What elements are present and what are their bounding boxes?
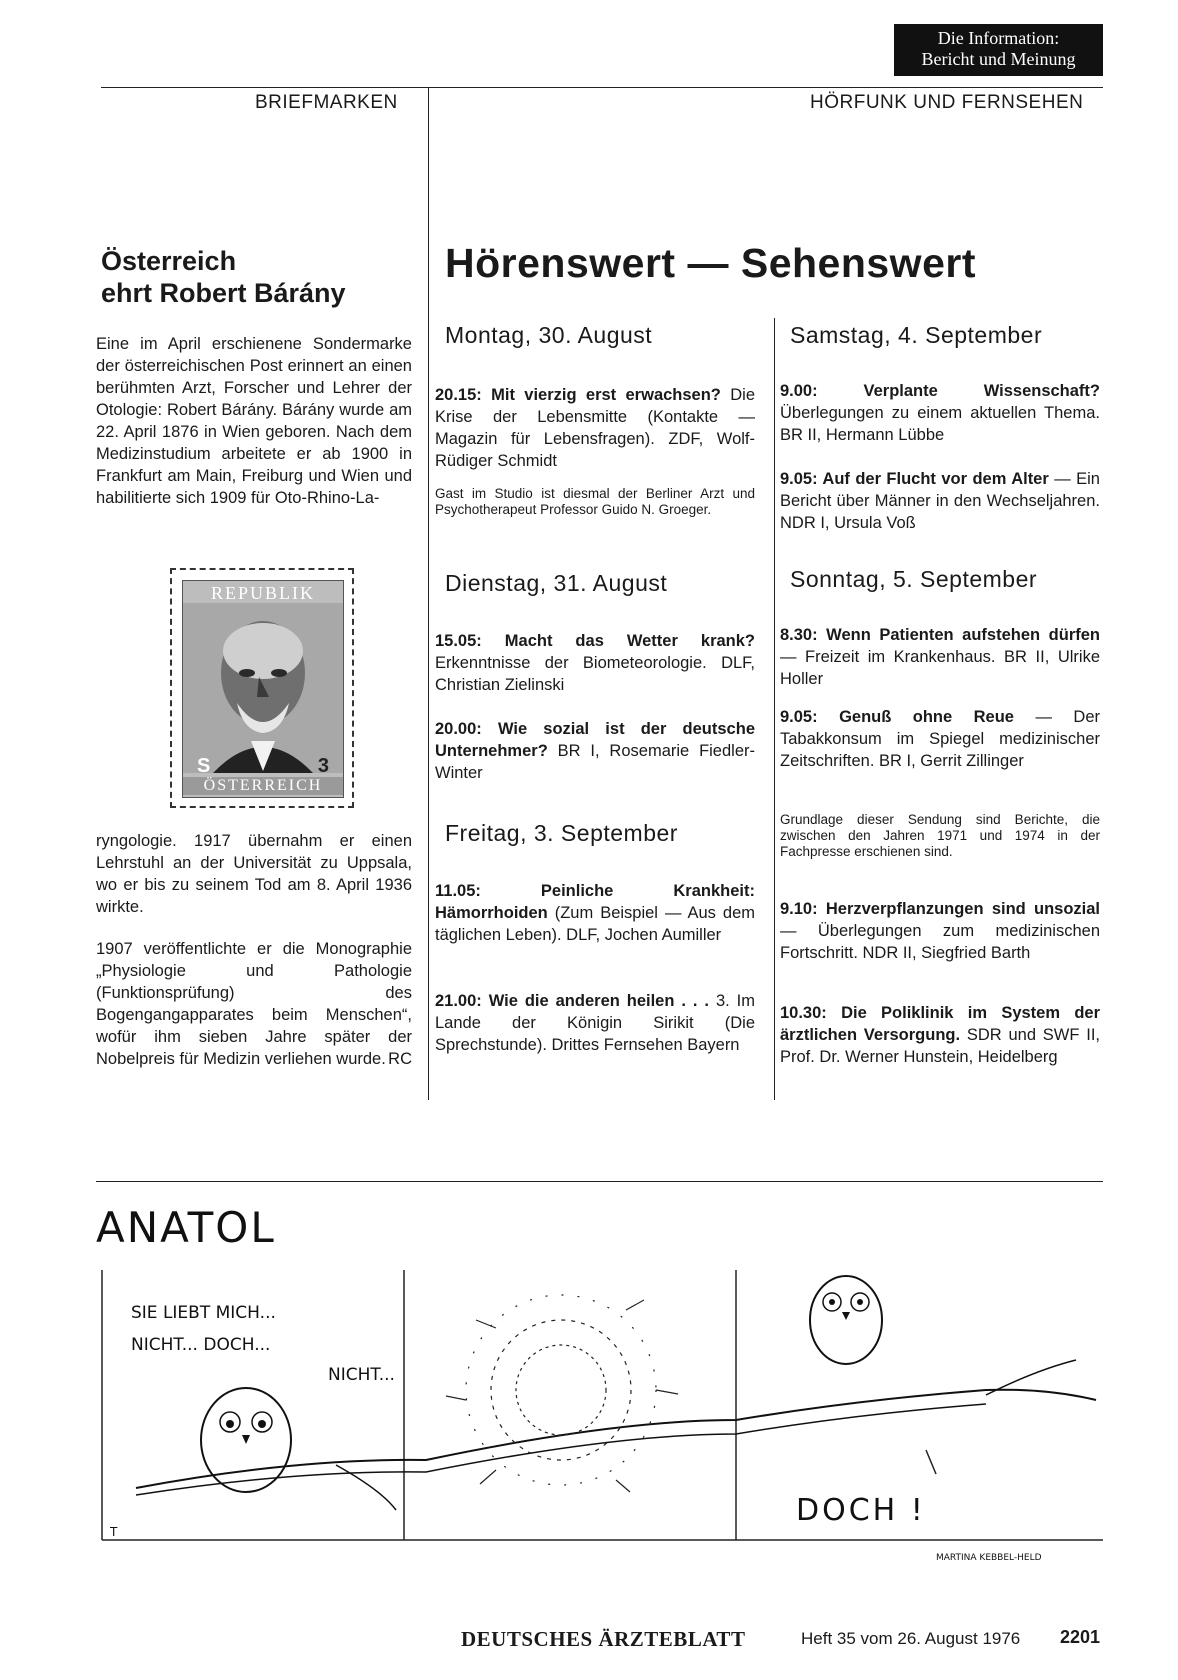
section-label-briefmarken: BRIEFMARKEN <box>255 92 398 113</box>
owl-left <box>201 1388 291 1492</box>
article-title-line-1: Österreich <box>101 246 237 276</box>
program-time-title: 8.30: Wenn Patienten aufstehen dürfen <box>780 626 1100 644</box>
program-description: Überlegungen zu einem aktuellen Thema. BR II, Hermann Lübbe <box>780 404 1100 444</box>
listing-title: Hörenswert — Sehenswert <box>445 240 976 286</box>
program-description: — Überlegungen zum medizinischen Fortschritt. NDR II, Siegfried Barth <box>780 922 1100 962</box>
program-time-title: 11.05: Peinliche Krankheit: Hämorrhoiden <box>435 882 755 922</box>
program-time-title: 9.05: Genuß ohne Reue <box>780 708 1014 726</box>
program-entry <box>435 880 755 946</box>
owl-right <box>810 1276 882 1364</box>
stamp-top-text: REPUBLIK <box>210 583 315 603</box>
cartoon-punchline: DOCH ! <box>796 1493 926 1528</box>
program-note: Grundlage dieser Sendung sind Berichte, die zwischen den Jahren 1971 und 1974 in der Fachpresse erschienen sind. <box>780 812 1100 859</box>
program-description: — Freizeit im Krankenhaus. BR II, Ulrike Holler <box>780 648 1100 688</box>
column-divider-2 <box>774 318 775 1100</box>
cartoon-title: ANATOL <box>96 1203 276 1252</box>
program-description: (Zum Beispiel — Aus dem täglichen Leben). DLF, Jochen Aumiller <box>435 904 755 944</box>
cartoon-strip <box>96 1190 1103 1563</box>
day-heading-sunday: Sonntag, 5. September <box>790 566 1038 592</box>
cartoon-drawing <box>96 1190 1103 1580</box>
program-description: Die Krise der Lebensmitte (Kontakte — Magazin für Lebensfragen). ZDF, Wolf-Rüdiger Schmidt <box>435 386 755 470</box>
program-time-title: 10.30: Die Poliklinik im System der ärztlichen Versorgung. <box>780 1004 1100 1044</box>
stamp-bottom-text: ÖSTERREICH <box>183 777 343 795</box>
brand-line-2: Bericht und Meinung <box>921 49 1076 69</box>
program-entry <box>435 718 755 784</box>
program-description: Erkenntnisse der Biometeorologie. DLF, Christian Zielinski <box>435 654 755 694</box>
publication-section-box <box>894 24 1103 76</box>
program-description: BR I, Rosemarie Fiedler-Winter <box>435 742 755 782</box>
program-time-title: 9.05: Auf der Flucht vor dem Alter <box>780 470 1049 488</box>
article-intro: Eine im April erschienene Sondermarke der österreichischen Post erinnert an einen berühmten Arzt, Forscher und Lehrer der Otologie: Robert Bárány. Bárány wurde am 22. April 1876 in Wien geboren. Nach dem Medizinstudium arbeitete er ab 1900 in Frankfurt am Main, Freiburg und Wien und habilitierte sich 1909 für Oto-Rhino-La- <box>96 335 412 507</box>
program-entry <box>780 898 1100 964</box>
article-paragraph-2-text: 1907 veröffentlichte er die Monographie „Physiologie und Pathologie (Funktionsprüfung) des Bogengangapparates beim Menschen“, wofür ihm sieben Jahre später der Nobelpreis für Medizin verliehen wurde. <box>96 940 412 1068</box>
stamp-currency: S <box>197 755 211 777</box>
artist-credit: MARTINA KEBBEL-HELD <box>936 1553 1042 1563</box>
day-heading-monday: Montag, 30. August <box>445 322 653 348</box>
program-entry <box>435 990 755 1056</box>
article-title <box>101 245 421 309</box>
program-description: 3. Im Lande der Königin Sirikit (Die Sprechstunde). Drittes Fernsehen Bayern <box>435 992 755 1054</box>
day-heading-tuesday: Dienstag, 31. August <box>445 570 668 596</box>
day-heading-friday: Freitag, 3. September <box>445 820 678 846</box>
page-number: 2201 <box>1060 1627 1101 1647</box>
program-entry <box>435 384 755 472</box>
column-divider <box>428 87 429 1100</box>
cartoon-rule <box>96 1181 1103 1182</box>
program-entry <box>780 468 1100 534</box>
issue-info: Heft 35 vom 26. August 1976 <box>801 1629 1021 1648</box>
program-entry <box>780 624 1100 690</box>
speech-line-1: SIE LIEBT MICH... <box>131 1303 276 1323</box>
program-entry <box>780 1002 1100 1068</box>
section-label-rundfunk: HÖRFUNK UND FERNSEHEN <box>810 92 1084 113</box>
program-time-title: 9.00: Verplante Wissenschaft? <box>780 382 1100 400</box>
header-rule <box>101 87 1103 88</box>
article-title-line-2: ehrt Robert Bárány <box>101 278 346 308</box>
program-entry <box>435 630 755 696</box>
cartoon-initials: T <box>110 1525 118 1539</box>
program-entry <box>780 706 1100 772</box>
brand-line-1: Die Information: <box>937 28 1060 48</box>
speech-line-3: NICHT... <box>328 1365 395 1385</box>
journal-name: DEUTSCHES ÄRZTEBLATT <box>461 1627 746 1651</box>
stamp-face <box>182 580 344 798</box>
feather-burst <box>446 1295 678 1492</box>
author-signature: RC <box>388 1050 412 1068</box>
program-time-title: 15.05: Macht das Wetter krank? <box>435 632 755 650</box>
program-description: — Der Tabakkonsum im Spiegel medizinischer Zeitschriften. BR I, Gerrit Zillinger <box>780 708 1100 770</box>
program-note: Gast im Studio ist diesmal der Berliner Arzt und Psychotherapeut Professor Guido N. Groeger. <box>435 486 755 517</box>
article-paragraph-2 <box>96 938 412 1070</box>
program-description: SDR und SWF II, Prof. Dr. Werner Hunstein, Heidelberg <box>780 1026 1100 1066</box>
program-time-title: 9.10: Herzverpflanzungen sind unsozial <box>780 900 1100 918</box>
program-time-title: 21.00: Wie die anderen heilen . . . <box>435 992 710 1010</box>
program-description: — Ein Bericht über Männer in den Wechseljahren. NDR I, Ursula Voß <box>780 470 1100 532</box>
program-time-title: 20.00: Wie sozial ist der deutsche Unternehmer? <box>435 720 755 760</box>
postage-stamp-image <box>170 568 354 808</box>
stamp-value: 3 <box>317 755 329 777</box>
speech-line-2: NICHT... DOCH... <box>131 1335 271 1355</box>
program-entry <box>780 380 1100 446</box>
day-heading-saturday: Samstag, 4. September <box>790 322 1043 348</box>
article-continuation: ryngologie. 1917 übernahm er einen Lehrstuhl an der Universität zu Uppsala, wo er bis zu seinem Tod am 8. April 1936 wirkte. <box>96 832 412 916</box>
program-time-title: 20.15: Mit vierzig erst erwachsen? <box>435 386 721 404</box>
